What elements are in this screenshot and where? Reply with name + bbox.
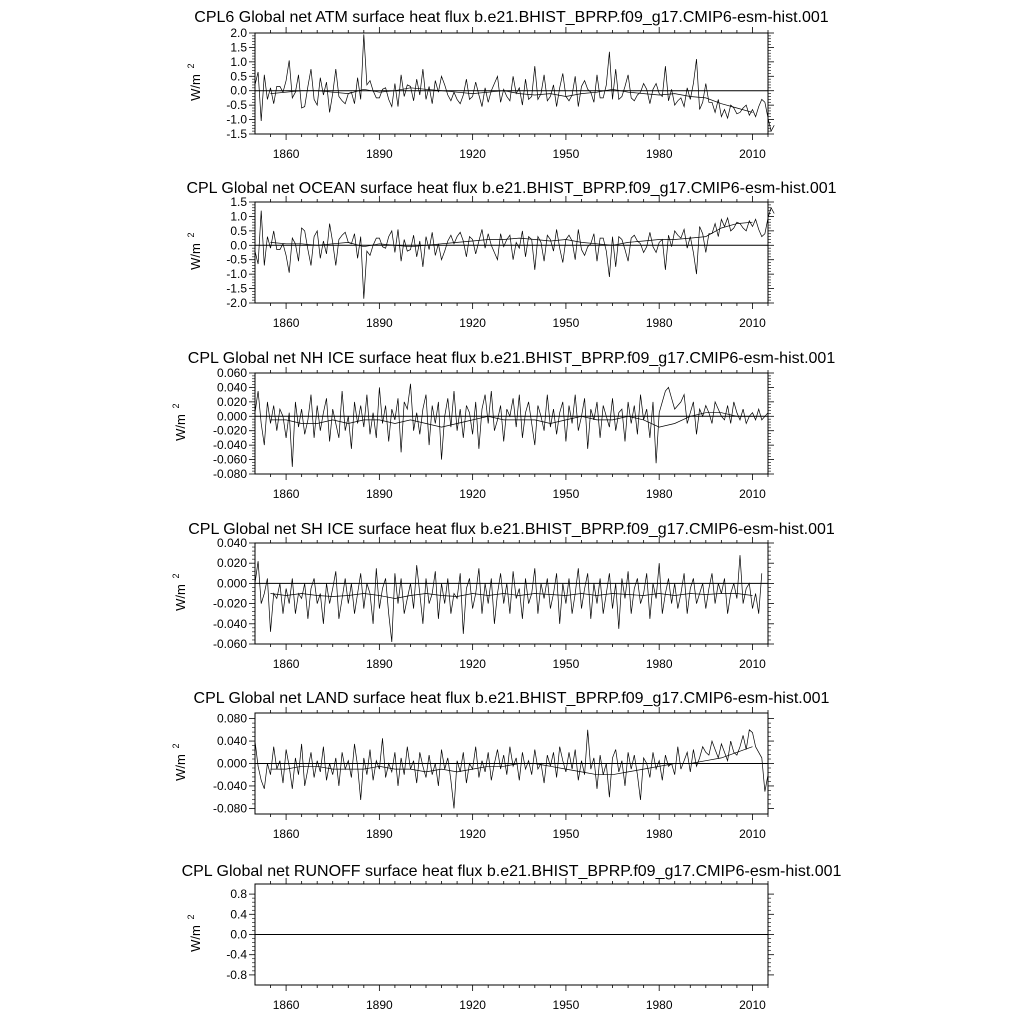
y-tick-label: -1.0 <box>226 267 247 282</box>
annual-series-line <box>255 384 768 467</box>
y-tick-label: -0.040 <box>212 778 247 793</box>
y-tick-label: 0.0 <box>230 927 247 942</box>
x-tick-label: 1980 <box>645 487 673 501</box>
chart-panel-1 <box>186 180 837 330</box>
x-tick-label: 1920 <box>459 316 486 330</box>
x-tick-label: 1980 <box>645 827 673 841</box>
y-tick-label: 0.000 <box>216 576 247 591</box>
y-tick-label: 0.020 <box>216 556 247 571</box>
x-tick-label: 1890 <box>366 657 393 671</box>
y-tick-label: 0.000 <box>216 409 247 424</box>
x-tick-label: 1860 <box>272 316 300 330</box>
y-axis-label-group <box>171 403 188 440</box>
y-axis-label-group <box>171 743 188 780</box>
chart-title: CPL Global net NH ICE surface heat flux b.e21.BHIST_BPRP.f09_g17.CMIP6-esm-hist.001 <box>187 350 836 367</box>
y-tick-label: 1.5 <box>230 195 247 209</box>
y-tick-label: -0.5 <box>226 252 247 267</box>
y-axis-label: W/m <box>173 584 188 611</box>
chart-panel-2 <box>171 350 835 501</box>
smoothed-series-line <box>271 88 753 113</box>
y-axis-label-superscript: 2 <box>186 914 196 920</box>
y-tick-label: 0.4 <box>230 907 247 922</box>
y-axis-label-group <box>186 63 203 100</box>
x-tick-label: 1950 <box>552 827 580 841</box>
y-tick-label: -0.080 <box>212 801 247 816</box>
chart-panel-5 <box>182 863 842 1012</box>
y-tick-label: 0.080 <box>216 711 247 726</box>
y-tick-label: -0.060 <box>212 452 247 467</box>
y-axis-label-group <box>186 232 203 269</box>
chart-title: CPL Global net OCEAN surface heat flux b.e21.BHIST_BPRP.f09_g17.CMIP6-esm-hist.001 <box>186 180 837 197</box>
chart-panel-4 <box>171 690 830 841</box>
x-tick-label: 2010 <box>739 657 766 671</box>
annual-series-line <box>255 34 774 131</box>
y-axis-label-group <box>171 573 188 610</box>
y-tick-label: -1.5 <box>226 281 247 296</box>
x-tick-label: 1920 <box>459 487 486 501</box>
x-tick-label: 1920 <box>459 827 486 841</box>
y-tick-label: 0.000 <box>216 756 247 771</box>
y-tick-label: -0.060 <box>212 637 247 651</box>
y-tick-label: 0.8 <box>230 887 247 902</box>
x-tick-label: 1950 <box>552 657 580 671</box>
y-tick-label: 0.040 <box>216 536 247 550</box>
x-tick-label: 2010 <box>739 147 766 161</box>
x-tick-label: 1860 <box>272 487 300 501</box>
y-axis-label: W/m <box>173 754 188 781</box>
y-axis-label: W/m <box>188 243 203 270</box>
y-axis-label-superscript: 2 <box>186 232 196 238</box>
y-tick-label: -0.020 <box>212 423 247 438</box>
y-tick-label: 1.5 <box>230 40 247 55</box>
y-tick-label: 1.0 <box>230 54 247 69</box>
x-tick-label: 2010 <box>739 998 766 1012</box>
chart-title: CPL Global net RUNOFF surface heat flux b.e21.BHIST_BPRP.f09_g17.CMIP6-esm-hist.001 <box>181 863 842 880</box>
chart-title: CPL Global net SH ICE surface heat flux b.e21.BHIST_BPRP.f09_g17.CMIP6-esm-hist.001 <box>188 521 835 538</box>
x-tick-label: 1980 <box>645 657 673 671</box>
x-tick-label: 1860 <box>272 657 300 671</box>
x-tick-label: 1980 <box>645 147 673 161</box>
x-tick-label: 1980 <box>645 998 673 1012</box>
x-tick-label: 1890 <box>366 316 393 330</box>
y-axis-label-superscript: 2 <box>171 743 181 749</box>
y-tick-label: 0.5 <box>230 69 247 84</box>
x-tick-label: 1920 <box>459 657 486 671</box>
y-tick-label: -1.0 <box>226 112 247 127</box>
chart-panel-0 <box>186 9 829 161</box>
y-tick-label: -0.020 <box>212 596 247 611</box>
y-axis-label-superscript: 2 <box>186 63 196 69</box>
y-axis-label-group <box>186 914 203 951</box>
y-tick-label: -0.5 <box>226 98 247 113</box>
y-tick-label: 0.5 <box>230 223 247 238</box>
plot-frame <box>255 33 768 134</box>
y-axis-label: W/m <box>188 74 203 101</box>
y-axis-label: W/m <box>188 925 203 952</box>
x-tick-label: 1890 <box>366 487 393 501</box>
y-axis-label-superscript: 2 <box>171 403 181 409</box>
plot-frame <box>255 373 768 474</box>
y-tick-label: -0.040 <box>212 438 247 453</box>
y-axis-label-superscript: 2 <box>171 573 181 579</box>
plot-frame <box>255 202 768 303</box>
y-axis-label: W/m <box>173 414 188 441</box>
x-tick-label: 1950 <box>552 316 580 330</box>
x-tick-label: 1860 <box>272 147 300 161</box>
y-tick-label: 0.040 <box>216 380 247 395</box>
y-tick-label: 0.0 <box>230 83 247 98</box>
y-tick-label: 0.040 <box>216 734 247 749</box>
y-tick-label: -0.4 <box>226 947 247 962</box>
y-tick-label: 0.020 <box>216 394 247 409</box>
y-tick-label: -0.080 <box>212 467 247 481</box>
y-tick-label: -0.040 <box>212 616 247 631</box>
x-tick-label: 1890 <box>366 827 393 841</box>
annual-series-line <box>255 208 774 299</box>
y-tick-label: 1.0 <box>230 209 247 224</box>
smoothed-series-line <box>271 747 753 775</box>
chart-panel-3 <box>171 521 835 671</box>
annual-series-line <box>255 555 762 642</box>
x-tick-label: 1950 <box>552 147 580 161</box>
x-tick-label: 1950 <box>552 998 580 1012</box>
x-tick-label: 1950 <box>552 487 580 501</box>
x-tick-label: 2010 <box>739 827 766 841</box>
smoothed-series-line <box>271 413 753 427</box>
y-tick-label: -1.5 <box>226 127 247 141</box>
y-tick-label: -2.0 <box>226 296 247 310</box>
y-tick-label: 0.060 <box>216 366 247 380</box>
x-tick-label: 1890 <box>366 998 393 1012</box>
chart-title: CPL6 Global net ATM surface heat flux b.e21.BHIST_BPRP.f09_g17.CMIP6-esm-hist.001 <box>194 9 829 26</box>
y-tick-label: 2.0 <box>230 26 247 40</box>
x-tick-label: 1980 <box>645 316 673 330</box>
x-tick-label: 1920 <box>459 998 486 1012</box>
y-tick-label: -0.8 <box>226 967 247 982</box>
chart-title: CPL Global net LAND surface heat flux b.e21.BHIST_BPRP.f09_g17.CMIP6-esm-hist.001 <box>193 690 830 707</box>
x-tick-label: 2010 <box>739 487 766 501</box>
x-tick-label: 1920 <box>459 147 486 161</box>
x-tick-label: 1890 <box>366 147 393 161</box>
x-tick-label: 1860 <box>272 998 300 1012</box>
x-tick-label: 1860 <box>272 827 300 841</box>
x-tick-label: 2010 <box>739 316 766 330</box>
y-tick-label: 0.0 <box>230 238 247 253</box>
